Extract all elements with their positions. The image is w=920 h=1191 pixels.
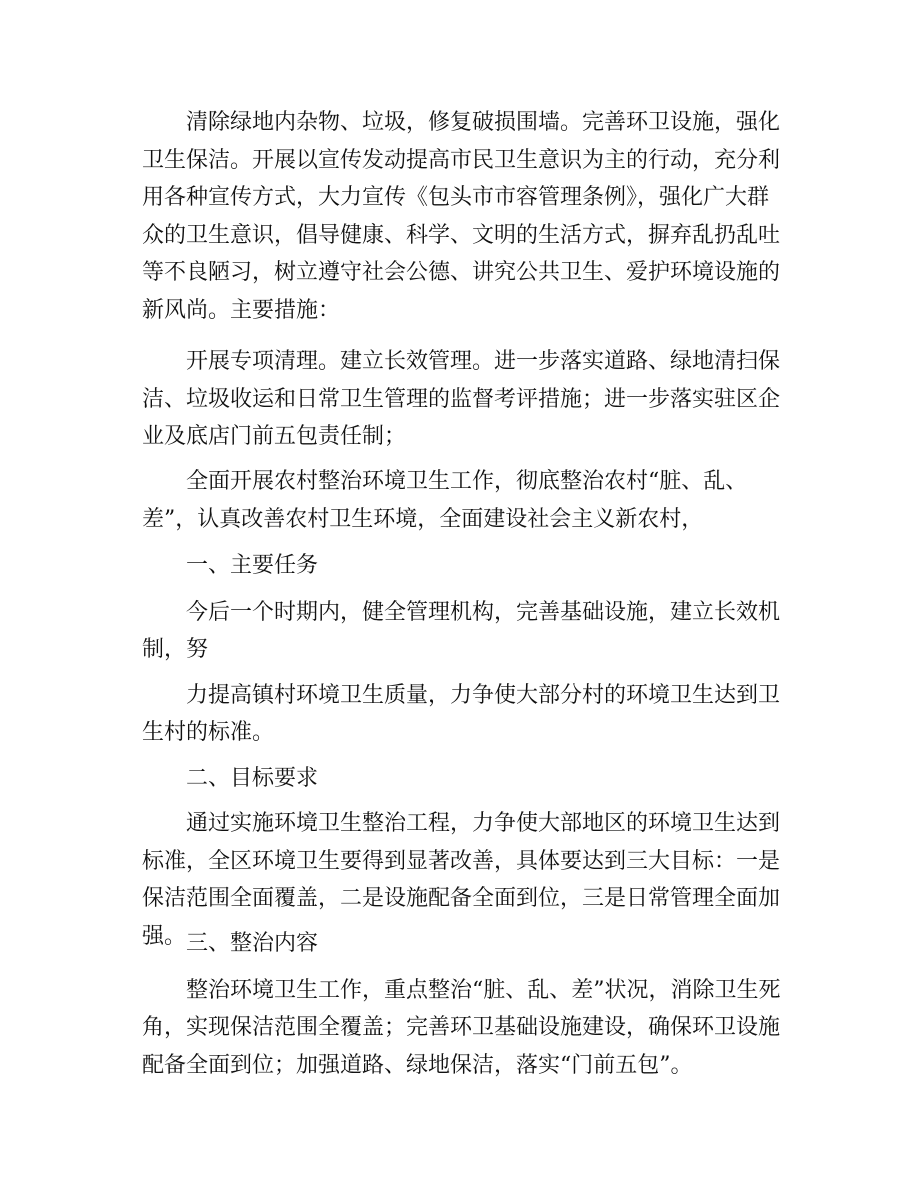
paragraph-goals: 通过实施环境卫生整治工程，力争使大部地区的环境卫生达到标准，全区环境卫生要得到显著改善，具体要达到三大目标：一是保洁范围全面覆盖，二是设施配备全面到位，三是日常管理全面加强。 [142, 811, 781, 949]
paragraph-main-tasks-part2: 力提高镇村环境卫生质量，力争使大部分村的环境卫生达到卫生村的标准。 [142, 682, 781, 745]
paragraph-cleanup-publicity: 清除绿地内杂物、垃圾，修复破损围墙。完善环卫设施，强化卫生保洁。开展以宣传发动提高市民卫生意识为主的行动，充分利用各种宣传方式，大力宣传《包头市市容管理条例》，强化广大群众的卫生意识，倡导健康、科学、文明的生活方式，摒弃乱扔乱吐等不良陋习，树立遵守社会公德、讲究公共卫生、爱护环境设施的新风尚。主要措施： [142, 110, 781, 323]
paragraph-content: 整治环境卫生工作，重点整治“脏、乱、差”状况，消除卫生死角，实现保洁范围全覆盖；完善环卫基础设施建设，确保环卫设施配备全面到位；加强道路、绿地保洁，落实“门前五包”。 [142, 977, 781, 1078]
paragraph-main-tasks-part1: 今后一个时期内，健全管理机构，完善基础设施，建立长效机制，努 [142, 599, 781, 662]
paragraph-rural-improvement: 全面开展农村整治环境卫生工作，彻底整治农村“脏、乱、差”，认真改善农村卫生环境，全面建设社会主义新农村， [142, 469, 748, 532]
document-body [142, 104, 782, 1084]
heading-main-tasks: 一、主要任务 [186, 553, 319, 578]
heading-content: 三、整治内容 [186, 931, 319, 956]
heading-goals: 二、目标要求 [186, 765, 319, 791]
paragraph-special-cleanup: 开展专项清理。建立长效管理。进一步落实道路、绿地清扫保洁、垃圾收运和日常卫生管理的监督考评措施；进一步落实驻区企业及底店门前五包责任制； [142, 349, 781, 449]
